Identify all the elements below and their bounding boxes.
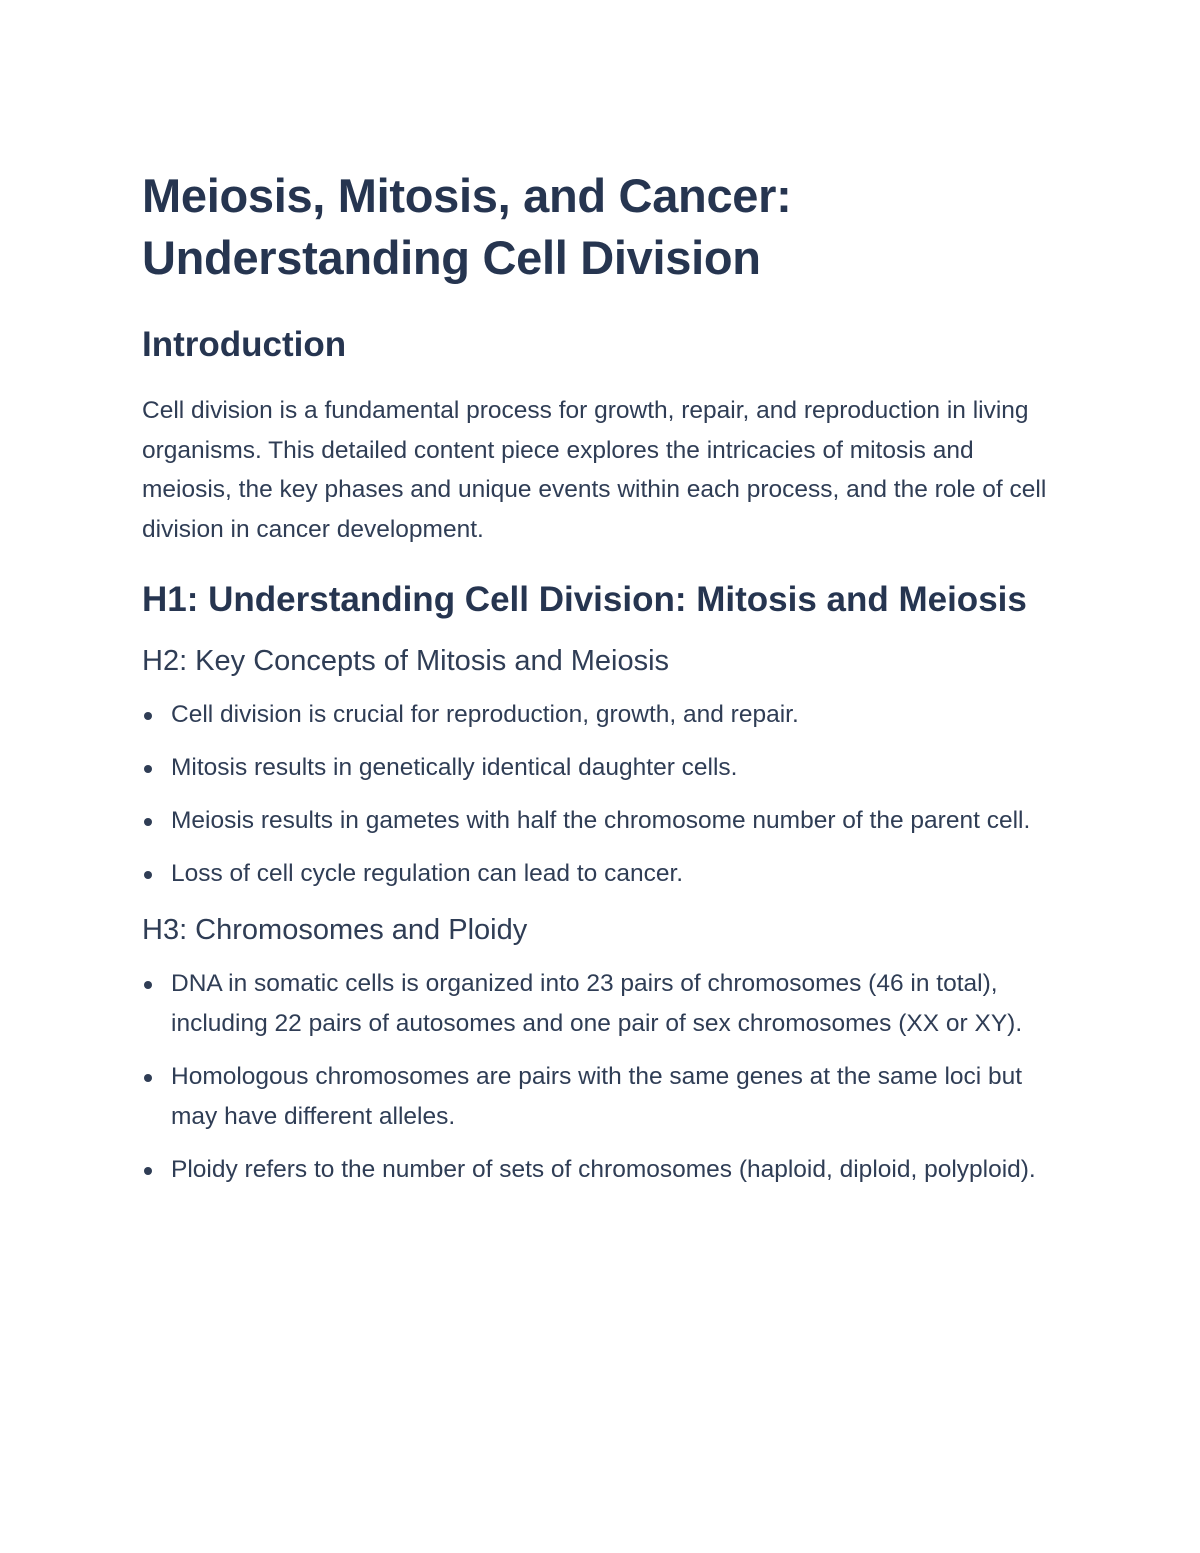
list-item	[142, 801, 1052, 841]
title-line-2: Understanding Cell Division	[142, 231, 761, 284]
bullet-icon	[144, 712, 152, 720]
document-title	[142, 165, 1052, 289]
list-item	[142, 964, 1052, 1044]
list-item	[142, 1150, 1052, 1190]
h2-heading: H2: Key Concepts of Mitosis and Meiosis	[142, 645, 670, 677]
list-item	[142, 695, 1052, 735]
bullet-icon	[144, 981, 152, 989]
list-item-text: Ploidy refers to the number of sets of chromosomes (haploid, diploid, polyploid).	[171, 1156, 1036, 1183]
introduction-heading: Introduction	[142, 325, 347, 364]
bullet-icon	[144, 818, 152, 826]
bullet-icon	[144, 871, 152, 879]
h3-heading: H3: Chromosomes and Ploidy	[142, 914, 528, 946]
list-item	[142, 854, 1052, 894]
list-item	[142, 748, 1052, 788]
document-page	[142, 165, 1052, 1203]
list-item-text: Loss of cell cycle regulation can lead to cancer.	[171, 860, 684, 887]
bullet-icon	[144, 765, 152, 773]
list-item-text: DNA in somatic cells is organized into 23 pairs of chromosomes (46 in total), including 22 pairs of autosomes and one pair of sex chromosomes (XX or XY).	[171, 970, 1023, 1037]
list-item-text: Mitosis results in genetically identical daughter cells.	[171, 754, 738, 781]
introduction-paragraph: Cell division is a fundamental process for growth, repair, and reproduction in living organisms. This detailed content piece explores the intricacies of mitosis and meiosis, the key phases and unique events within each process, and the role of cell division in cancer development.	[142, 397, 1047, 543]
list-item-text: Homologous chromosomes are pairs with the same genes at the same loci but may have different alleles.	[171, 1063, 1023, 1130]
h1-heading: H1: Understanding Cell Division: Mitosis and Meiosis	[142, 580, 1027, 619]
bullet-icon	[144, 1074, 152, 1082]
list-item-text: Meiosis results in gametes with half the chromosome number of the parent cell.	[171, 807, 1031, 834]
list-item	[142, 1057, 1052, 1137]
bullet-icon	[144, 1167, 152, 1175]
list-item-text: Cell division is crucial for reproduction, growth, and repair.	[171, 701, 799, 728]
chromosomes-list	[142, 964, 1052, 1190]
key-concepts-list	[142, 695, 1052, 894]
title-line-1: Meiosis, Mitosis, and Cancer:	[142, 169, 792, 222]
